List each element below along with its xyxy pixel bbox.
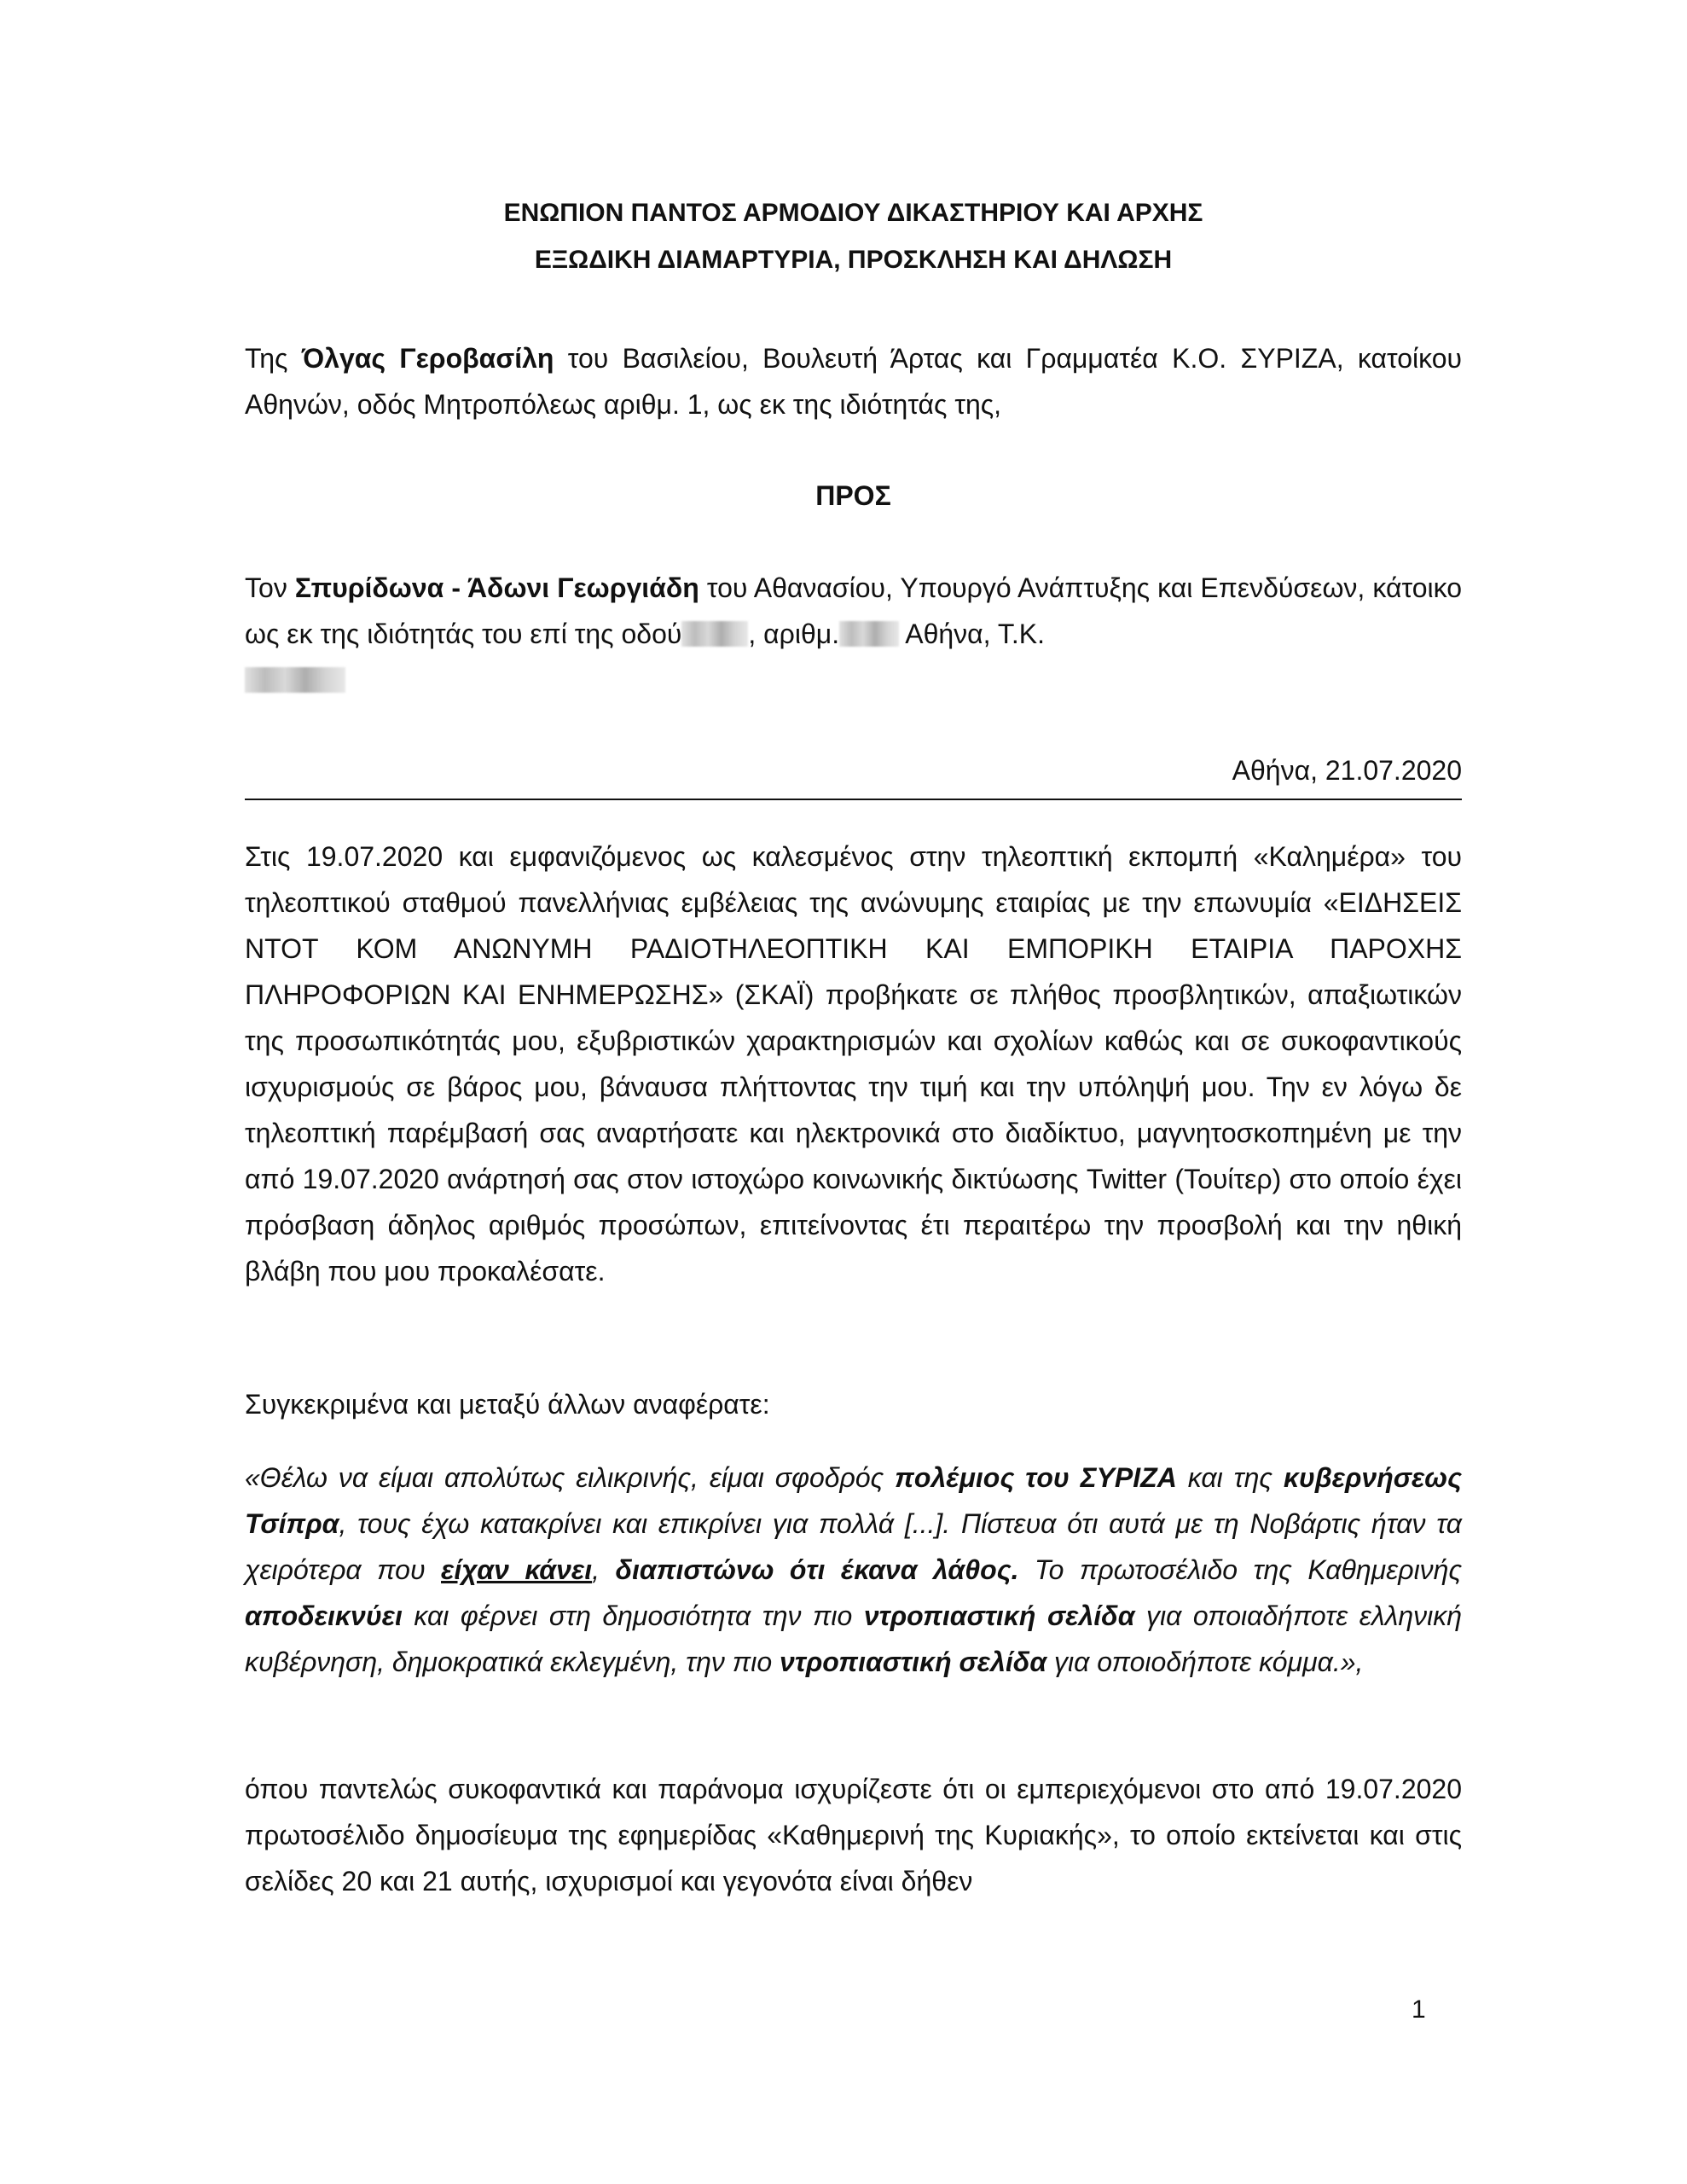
quote-bold-text: αποδεικνύει [245,1600,403,1631]
recipient-paragraph [245,565,1462,703]
title-line-1: ΕΝΩΠΙΟΝ ΠΑΝΤΟΣ ΑΡΜΟΔΙΟΥ ΔΙΚΑΣΤΗΡΙΟΥ ΚΑΙ ΑΡΧΗΣ [503,199,1203,227]
quote-bold-text: διαπιστώνω ότι έκανα λάθος. [615,1554,1019,1585]
page-number: 1 [1412,1995,1426,2024]
body-paragraph-2: Συγκεκριμένα και μεταξύ άλλων αναφέρατε: [245,1389,770,1420]
redacted-postcode [245,667,345,693]
quote-text: , [592,1554,616,1585]
redacted-number [839,621,899,647]
quote-text: Το πρωτοσέλιδο της Καθημερινής [1018,1554,1462,1585]
quote-bold-text: ντροπιαστική σελίδα [780,1647,1047,1677]
body-paragraph-1: Στις 19.07.2020 και εμφανιζόμενος ως καλεσμένος στην τηλεοπτική εκπομπή «Καλημέρα» του τηλεοπτικού σταθμού πανελλήνιας εμβέλειας της ανώνυμης εταιρίας με την επωνυμία «ΕΙΔΗΣΕΙΣ ΝΤΟΤ ΚΟΜ ΑΝΩΝΥΜΗ ΡΑΔΙΟΤΗΛΕΟΠΤΙΚΗ ΚΑΙ ΕΜΠΟΡΙΚΗ ΕΤΑΙΡΙΑ ΠΑΡΟΧΗΣ ΠΛΗΡΟΦΟΡΙΩΝ ΚΑΙ ΕΝΗΜΕΡΩΣΗΣ» (ΣΚΑΪ) προβήκατε σε πλήθος προσβλητικών, απαξιωτικών της προσωπικότητάς μου, εξυβριστικών χαρακτηρισμών και σχολίων καθώς και σε συκοφαντικούς ισχυρισμούς σε βάρος μου, βάναυσα πλήττοντας την τιμή και την υπόληψή μου. Την εν λόγω δε τηλεοπτική παρέμβασή σας αναρτήσατε και ηλεκτρονικά στο διαδίκτυο, μαγνητοσκοπημένη με την από 19.07.2020 ανάρτησή σας στον ιστοχώρο κοινωνικής δικτύωσης Twitter (Τουίτερ) στο οποίο έχει πρόσβαση άδηλος αριθμός προσώπων, επιτείνοντας έτι περαιτέρω την προσβολή και την ηθική βλάβη που μου προκαλέσατε. [245,841,1462,1287]
body-paragraph-3: όπου παντελώς συκοφαντικά και παράνομα ισχυρίζεστε ότι οι εμπεριεχόμενοι στο από 19.07.2020 πρωτοσέλιδο δημοσίευμα της εφημερίδας «Καθημερινή της Κυριακής», το οποίο εκτείνεται και στις σελίδες 20 και 21 αυτής, ισχυρισμοί και γεγονότα είναι δήθεν [245,1774,1462,1896]
quote-bold-underlined-text: είχαν κάνει [441,1554,593,1585]
horizontal-rule [245,799,1462,800]
quote-text: και φέρνει στη δημοσιότητα την πιο [402,1600,864,1631]
quote-paragraph [245,1455,1462,1685]
document-date: Αθήνα, 21.07.2020 [1232,755,1462,786]
quote-bold-text: κυβερνήσεως Τσίπρα [245,1462,1463,1539]
recipient-prefix: Τον [245,572,295,603]
quote-text: , τους έχω κατακρίνει και επικρίνει για πολλά [...]. Πίστευα ότι αυτά με τη Νοβάρτις ήταν τα χειρότερα που [245,1508,1462,1585]
pros-heading: ΠΡΟΣ [815,480,891,511]
sender-paragraph [245,335,1462,427]
title-line-2: ΕΞΩΔΙΚΗ ΔΙΑΜΑΡΤΥΡΙΑ, ΠΡΟΣΚΛΗΣΗ ΚΑΙ ΔΗΛΩΣΗ [534,246,1173,274]
recipient-name: Σπυρίδωνα - Άδωνι Γεωργιάδη [294,572,699,603]
sender-prefix: Της [245,343,302,374]
quote-bold-text: πολέμιος του ΣΥΡΙΖΑ [895,1462,1177,1493]
recipient-details-2: , αριθμ. [748,619,840,649]
sender-name: Όλγας Γεροβασίλη [301,343,554,374]
quote-text: «Θέλω να είμαι απολύτως ειλικρινής, είμαι σφοδρός [245,1462,896,1493]
recipient-details-1: του Αθανασίου, Υπουργό Ανάπτυξης και Επενδύσεων, κάτοικο ως εκ της ιδιότητάς του επί της οδού [245,572,1463,649]
redacted-street [681,621,748,647]
sender-details: του Βασιλείου, Βουλευτή Άρτας και Γραμματέα Κ.Ο. ΣΥΡΙΖΑ, κατοίκου Αθηνών, οδός Μητροπόλεως αριθμ. 1, ως εκ της ιδιότητάς της, [245,343,1463,420]
recipient-details-3: Αθήνα, Τ.Κ. [899,619,1046,649]
quote-text: και της [1176,1462,1284,1493]
quote-bold-text: ντροπιαστική σελίδα [863,1600,1135,1631]
quote-text: για οποιαδήποτε ελληνική κυβέρνηση, δημοκρατικά εκλεγμένη, την πιο [245,1600,1463,1677]
quote-text: για οποιοδήποτε κόμμα.», [1046,1647,1364,1677]
